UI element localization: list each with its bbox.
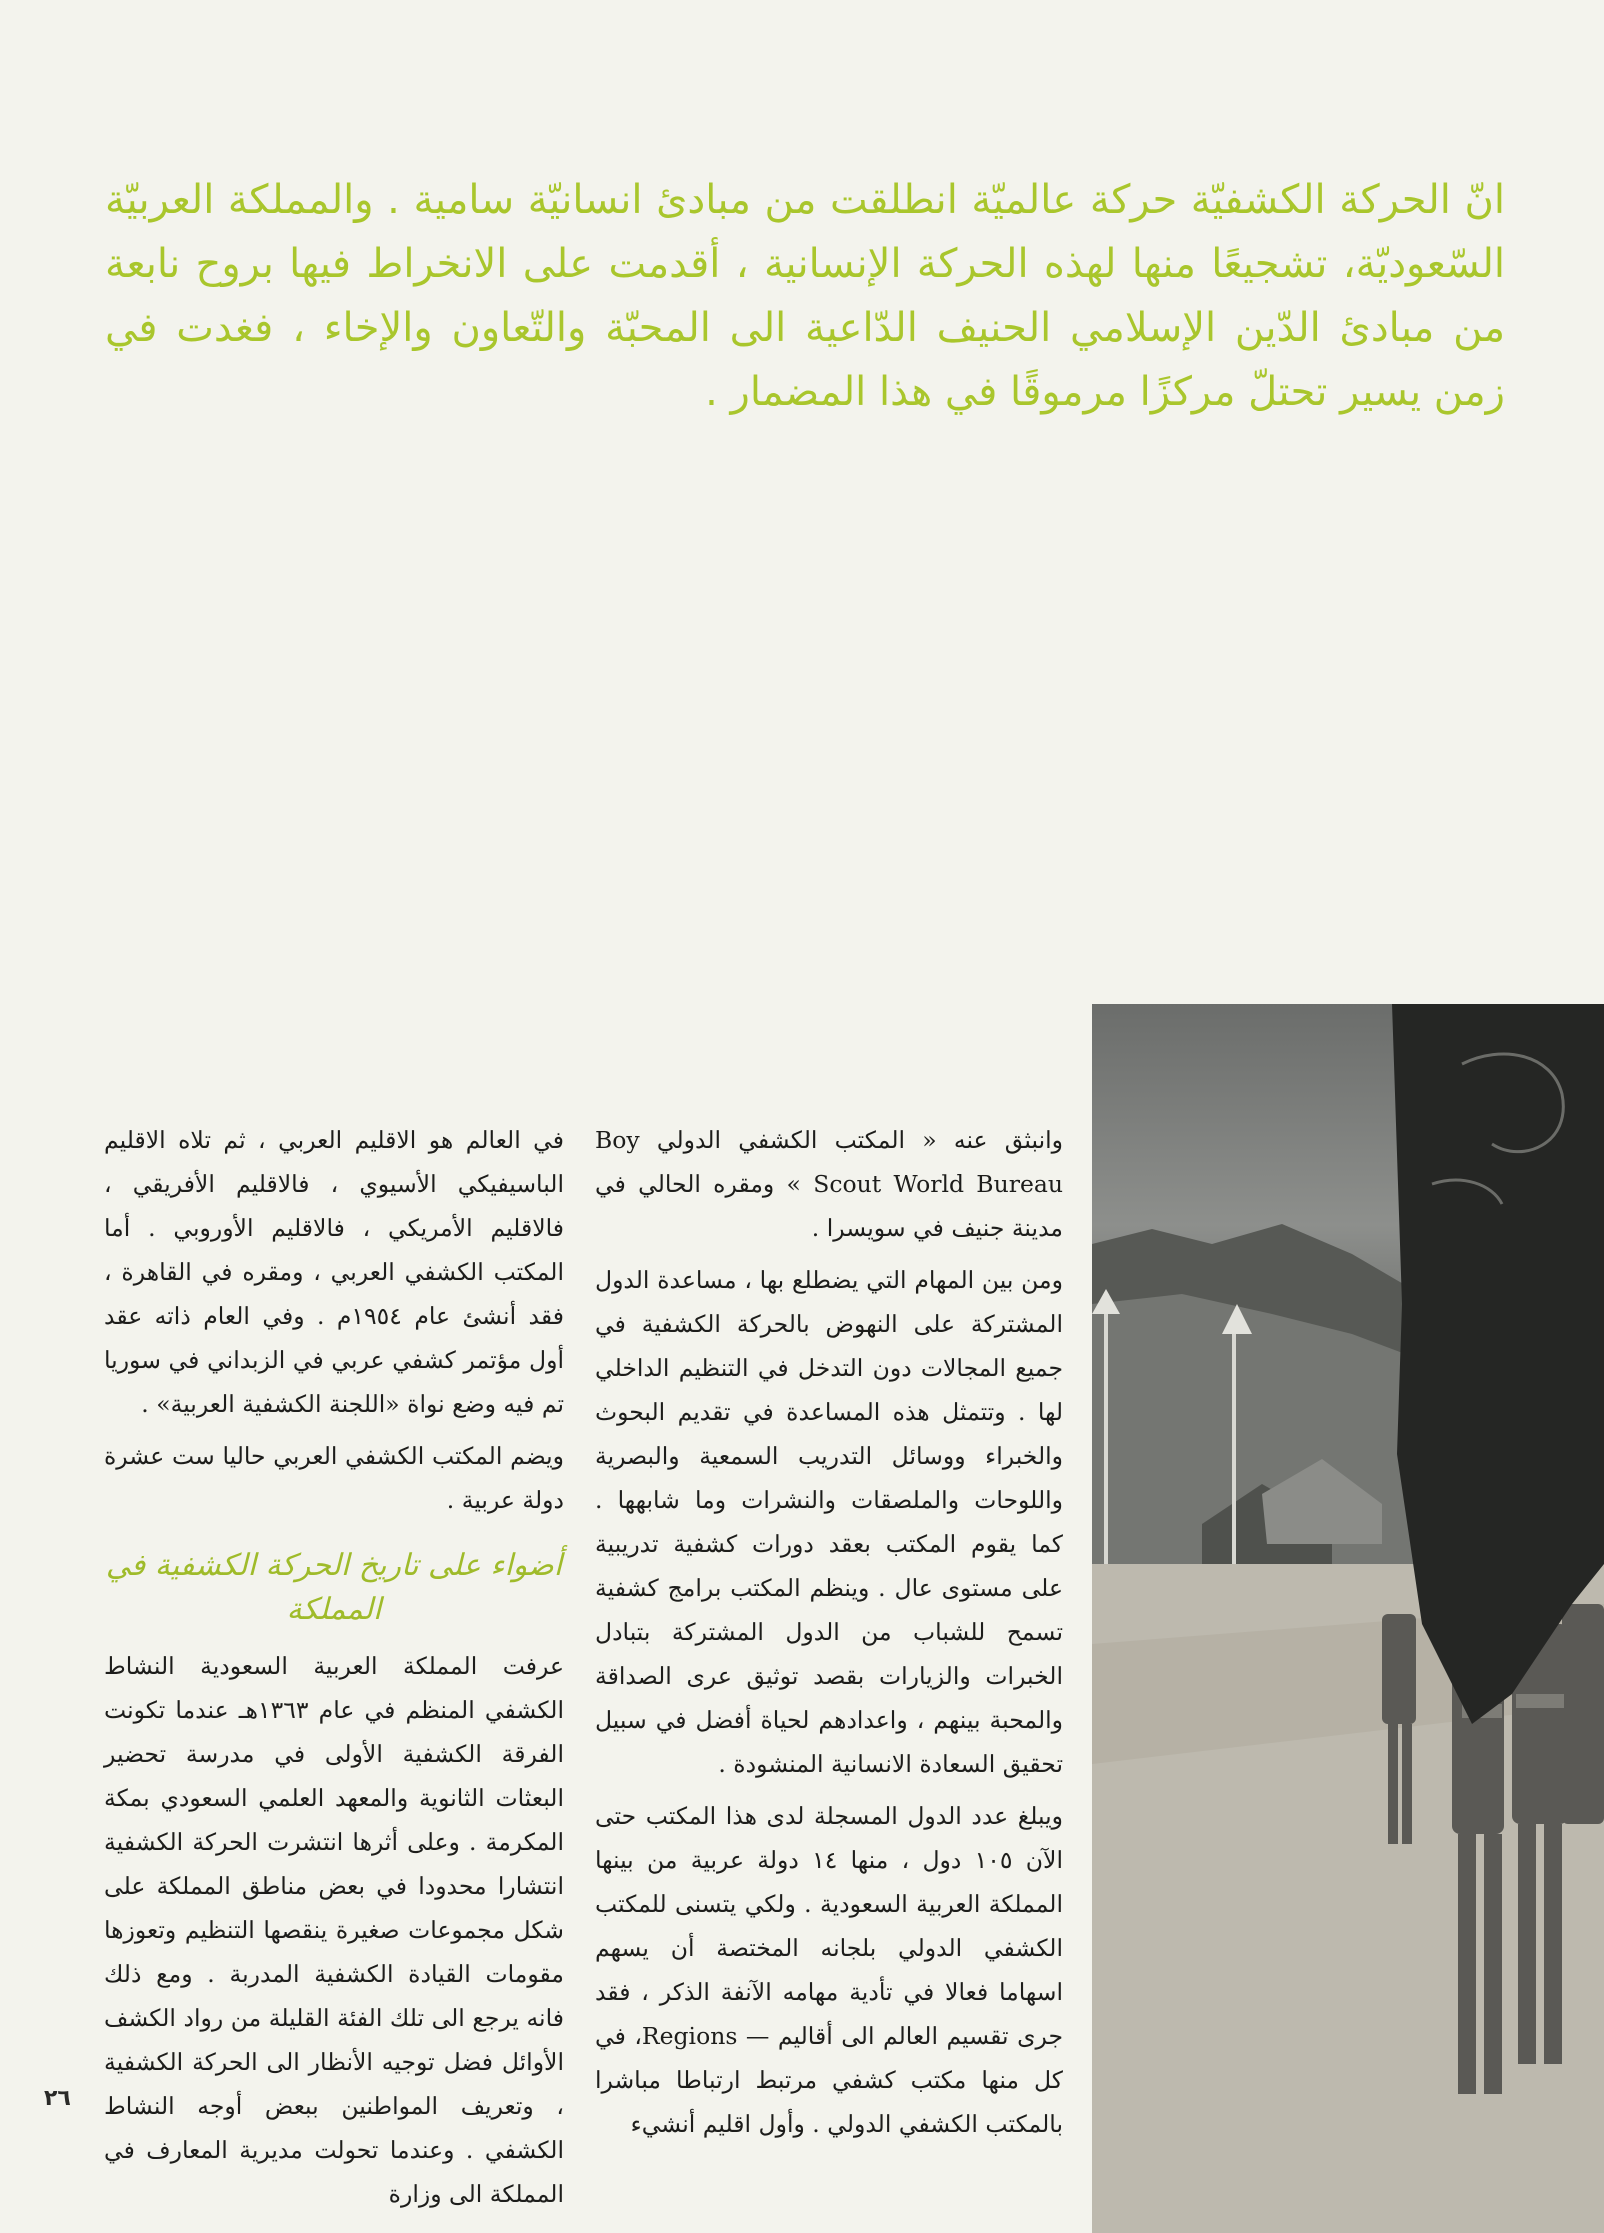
column-left-paragraph: ويضم المكتب الكشفي العربي حاليا ست عشرة دولة عربية . [104,1442,564,1514]
intro-text: انّ الحركة الكشفيّة حركة عالميّة انطلقت من مبادئ انسانيّة سامية . والمملكة العربيّة السّعوديّة، تشجيعًا منها لهذه الحركة الإنسانية ، أقدمت على الانخراط فيها بروح نابعة من مبادئ الدّين الإسلامي الحنيف الدّاعية الى المحبّة والتّعاون والإخاء ، فغدت في زمن يسير تحتلّ مركزًا مرموقًا في هذا المضمار . [105,177,1505,415]
column-left-paragraph: في العالم هو الاقليم العربي ، ثم تلاه الاقليم الباسيفيكي الأسيوي ، فالاقليم الأفريقي ، فالاقليم الأمريكي ، فالاقليم الأوروبي . أما المكتب الكشفي العربي ، ومقره في القاهرة ، فقد أنشئ عام ١٩٥٤م . وفي العام ذاته عقد أول مؤتمر كشفي عربي في الزبداني في سوريا تم فيه وضع نواة «اللجنة الكشفية العربية» . [104,1126,564,1418]
section-heading: أضواء على تاريخ الحركة الكشفية في المملكة [105,1548,563,1627]
column-left [104,1118,564,2216]
column-right-paragraph: ومن بين المهام التي يضطلع بها ، مساعدة الدول المشتركة على النهوض بالحركة الكشفية في جميع المجالات دون التدخل في التنظيم الداخلي لها . وتتمثل هذه المساعدة في تقديم البحوث والخبراء ووسائل التدريب السمعية والبصرية واللوحات والملصقات والنشرات وما شابهها . كما يقوم المكتب بعقد دورات كشفية تدريبية على مستوى عال . وينظم المكتب برامج كشفية تسمح للشباب من الدول المشتركة بتبادل الخبرات والزيارات بقصد توثيق عرى الصداقة والمحبة بينهم ، واعدادهم لحياة أفضل في سبيل تحقيق السعادة الانسانية المنشودة . [595,1266,1063,1778]
scout-parade-photo [1092,1004,1604,2233]
column-right [595,1118,1063,2146]
column-right-paragraph: ويبلغ عدد الدول المسجلة لدى هذا المكتب حتى الآن ١٠٥ دول ، منها ١٤ دولة عربية من بينها المملكة العربية السعودية . ولكي يتسنى للمكتب الكشفي الدولي بلجانه المختصة أن يسهم اسهاما فعالا في تأدية مهامه الآنفة الذكر ، فقد جرى تقسيم العالم الى أقاليم — Regions، في كل منها مكتب كشفي مرتبط ارتباطا مباشرا بالمكتب الكشفي الدولي . وأول اقليم أنشيء [595,1802,1063,2138]
column-left-paragraph: عرفت المملكة العربية السعودية النشاط الكشفي المنظم في عام ١٣٦٣هـ عندما تكونت الفرقة الكشفية الأولى في مدرسة تحضير البعثات الثانوية والمعهد العلمي السعودي بمكة المكرمة . وعلى أثرها انتشرت الحركة الكشفية انتشارا محدودا في بعض مناطق المملكة على شكل مجموعات صغيرة ينقصها التنظيم وتعوزها مقومات القيادة الكشفية المدربة . ومع ذلك فانه يرجع الى تلك الفئة القليلة من رواد الكشف الأوائل فضل توجيه الأنظار الى الحركة الكشفية ، وتعريف المواطنين ببعض أوجه النشاط الكشفي . وعندما تحولت مديرية المعارف في المملكة الى وزارة [104,1652,564,2208]
page-number: ٢٦ [44,2086,71,2111]
scout-parade-illustration [1092,1004,1604,2233]
column-right-paragraph: وانبثق عنه « المكتب الكشفي الدولي Boy Scout World Bureau » ومقره الحالي في مدينة جنيف في سويسرا . [595,1126,1063,1242]
